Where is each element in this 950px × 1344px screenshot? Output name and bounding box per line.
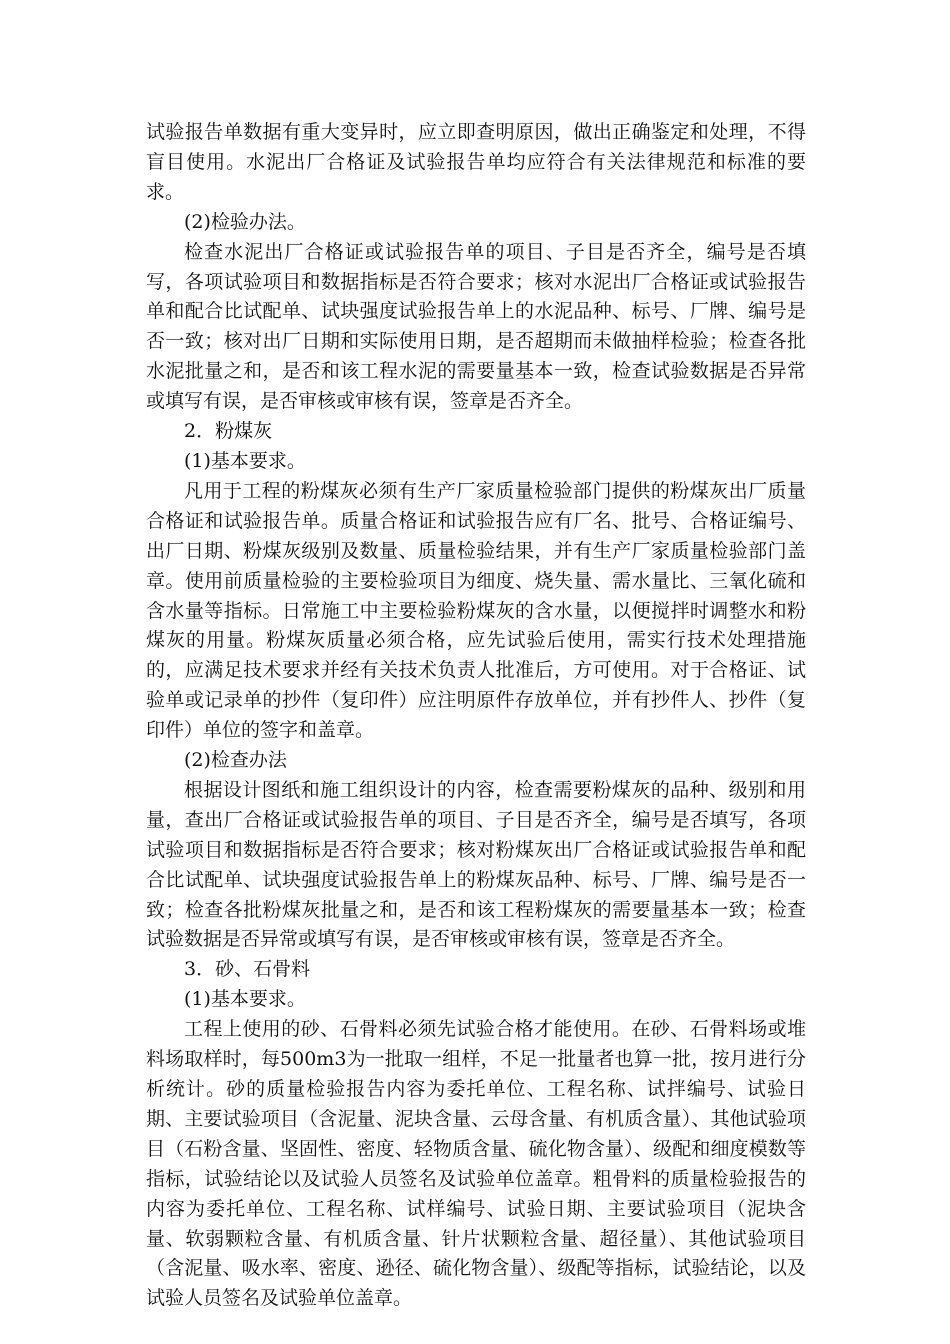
heading-sand-gravel: 3．砂、石骨料 [184, 958, 311, 981]
paragraph-cement-inspection: 检查水泥出厂合格证或试验报告单的项目、子目是否齐全，编号是否填写，各项试验项目和数据指标是否符合要求；核对水泥出厂合格证或试验报告单和配合比试配单、试块强度试验报告单上的水泥品种、标号、厂牌、编号是否一致；核对出厂日期和实际使用日期，是否超期而未做抽样检验；检查各批水泥批量之和，是否和该工程水泥的需要量基本一致，检查试验数据是否异常或填写有误，是否审核或审核有误，签章是否齐全。 [146, 240, 806, 413]
paragraph-fly-ash-requirements: 凡用于工程的粉煤灰必须有生产厂家质量检验部门提供的粉煤灰出厂质量合格证和试验报告单。质量合格证和试验报告应有厂名、批号、合格证编号、出厂日期、粉煤灰级别及数量、质量检验结果，并有生产厂家质量检验部门盖章。使用前质量检验的主要检验项目为细度、烧失量、需水量比、三氧化硫和含水量等指标。日常施工中主要检验粉煤灰的含水量，以便搅拌时调整水和粉煤灰的用量。粉煤灰质量必须合格，应先试验后使用，需实行技术处理措施的，应满足技术要求并经有关技术负责人批准后，方可使用。对于合格证、试验单或记录单的抄件（复印件）应注明原件存放单位，并有抄件人、抄件（复印件）单位的签字和盖章。 [146, 479, 806, 742]
heading-fly-ash: 2．粉煤灰 [184, 420, 273, 443]
heading-cement-inspection-method: (2)检验办法。 [184, 210, 306, 233]
heading-sand-gravel-basic-requirements: (1)基本要求。 [184, 988, 306, 1011]
heading-fly-ash-inspection-method: (2)检查办法 [184, 749, 287, 772]
document-page [146, 118, 806, 1314]
heading-fly-ash-basic-requirements: (1)基本要求。 [184, 449, 306, 472]
paragraph-sand-gravel-requirements: 工程上使用的砂、石骨料必须先试验合格才能使用。在砂、石骨料场或堆料场取样时，每500m3为一批取一组样，不足一批量者也算一批，按月进行分析统计。砂的质量检验报告内容为委托单位、工程名称、试拌编号、试验日期、主要试验项目（含泥量、泥块含量、云母含量、有机质含量）、其他试验项目（石粉含量、坚固性、密度、轻物质含量、硫化物含量）、级配和细度模数等指标，试验结论以及试验人员签名及试验单位盖章。粗骨料的质量检验报告的内容为委托单位、工程名称、试样编号、试验日期、主要试验项目（泥块含量、软弱颗粒含量、有机质含量、针片状颗粒含量、超径量）、其他试验项目（含泥量、吸水率、密度、逊径、硫化物含量）、级配等指标，试验结论，以及试验人员签名及试验单位盖章。 [146, 1018, 806, 1310]
paragraph-cement-continuation: 试验报告单数据有重大变异时，应立即查明原因，做出正确鉴定和处理，不得盲目使用。水泥出厂合格证及试验报告单均应符合有关法律规范和标准的要求。 [146, 121, 806, 203]
paragraph-fly-ash-inspection: 根据设计图纸和施工组织设计的内容，检查需要粉煤灰的品种、级别和用量，查出厂合格证或试验报告单的项目、子目是否齐全，编号是否填写，各项试验项目和数据指标是否符合要求；核对粉煤灰出厂合格证或试验报告单和配合比试配单、试块强度试验报告单上的粉煤灰品种、标号、厂牌、编号是否一致；检查各批粉煤灰批量之和，是否和该工程粉煤灰的需要量基本一致；检查试验数据是否异常或填写有误，是否审核或审核有误，签章是否齐全。 [146, 778, 806, 951]
